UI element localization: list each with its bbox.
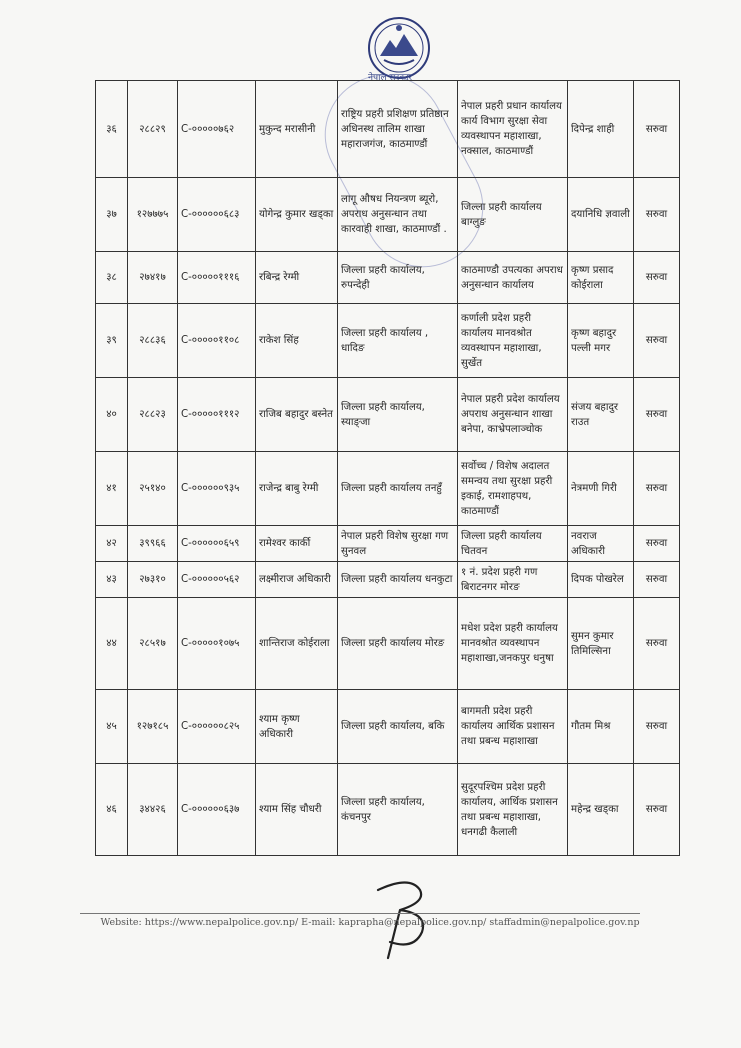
cell-name: मुकुन्द मरासीनी bbox=[256, 81, 338, 178]
signature bbox=[370, 870, 440, 960]
cell-officer: दयानिधि ज्ञवाली bbox=[568, 178, 634, 252]
cell-action: सरुवा bbox=[634, 178, 680, 252]
cell-name: राजिब बहादुर बस्नेत bbox=[256, 378, 338, 452]
cell-no: ३९९६६ bbox=[128, 526, 178, 562]
table-row bbox=[96, 304, 680, 378]
table-row bbox=[96, 764, 680, 856]
cell-from: जिल्ला प्रहरी कार्यालय धनकुटा bbox=[338, 562, 458, 598]
cell-no: १२७७७५ bbox=[128, 178, 178, 252]
cell-sn: ३९ bbox=[96, 304, 128, 378]
cell-sn: ४१ bbox=[96, 452, 128, 526]
cell-sn: ३८ bbox=[96, 252, 128, 304]
cell-no: २८८३६ bbox=[128, 304, 178, 378]
cell-from: जिल्ला प्रहरी कार्यालय , धादिङ bbox=[338, 304, 458, 378]
cell-id: C-०००००१११६ bbox=[178, 252, 256, 304]
cell-action: सरुवा bbox=[634, 81, 680, 178]
cell-no: २८८२३ bbox=[128, 378, 178, 452]
cell-officer: संजय बहादुर राउत bbox=[568, 378, 634, 452]
cell-id: C-०००००११०८ bbox=[178, 304, 256, 378]
cell-action: सरुवा bbox=[634, 690, 680, 764]
table-row bbox=[96, 598, 680, 690]
cell-name: लक्ष्मीराज अधिकारी bbox=[256, 562, 338, 598]
cell-officer: सुमन कुमार तिमिल्सिना bbox=[568, 598, 634, 690]
cell-from: जिल्ला प्रहरी कार्यालय, कंचनपुर bbox=[338, 764, 458, 856]
cell-to: सुदूरपश्चिम प्रदेश प्रहरी कार्यालय, आर्थिक प्रशासन तथा प्रबन्ध महाशाखा, धनगढी कैलाली bbox=[458, 764, 568, 856]
cell-name: राकेश सिंह bbox=[256, 304, 338, 378]
cell-to: बागमती प्रदेश प्रहरी कार्यालय आर्थिक प्रशासन तथा प्रबन्ध महाशाखा bbox=[458, 690, 568, 764]
cell-to: सर्वोच्च / विशेष अदालत समन्वय तथा सुरक्षा प्रहरी इकाई, रामशाहपथ, काठमाण्डौं bbox=[458, 452, 568, 526]
cell-action: सरुवा bbox=[634, 526, 680, 562]
cell-id: C-०००००१०७५ bbox=[178, 598, 256, 690]
cell-officer: महेन्द्र खड्का bbox=[568, 764, 634, 856]
table-row bbox=[96, 562, 680, 598]
cell-from: जिल्ला प्रहरी कार्यालय, रुपन्देही bbox=[338, 252, 458, 304]
footer-contact: Website: https://www.nepalpolice.gov.np/ E-mail: kaprapha@nepalpolice.gov.np/ staffadmin@nepalpolice.gov.np bbox=[100, 917, 640, 928]
table-row bbox=[96, 252, 680, 304]
cell-action: सरुवा bbox=[634, 764, 680, 856]
table-row bbox=[96, 690, 680, 764]
cell-officer: कृष्ण बहादुर पल्ली मगर bbox=[568, 304, 634, 378]
cell-to: नेपाल प्रहरी प्रधान कार्यालय कार्य विभाग सुरक्षा सेवा व्यवस्थापन महाशाखा, नक्साल, काठमाण्डौं bbox=[458, 81, 568, 178]
cell-from: नेपाल प्रहरी विशेष सुरक्षा गण सुनवल bbox=[338, 526, 458, 562]
cell-action: सरुवा bbox=[634, 452, 680, 526]
cell-sn: ४६ bbox=[96, 764, 128, 856]
cell-to: कर्णाली प्रदेश प्रहरी कार्यालय मानवश्रोत व्यवस्थापन महाशाखा, सुर्खेत bbox=[458, 304, 568, 378]
cell-to: जिल्ला प्रहरी कार्यालय बाग्लुङ bbox=[458, 178, 568, 252]
cell-name: श्याम कृष्ण अधिकारी bbox=[256, 690, 338, 764]
cell-from: राष्ट्रिय प्रहरी प्रशिक्षण प्रतिष्ठान अधिनस्थ तालिम शाखा महाराजगंज, काठमाण्डौं bbox=[338, 81, 458, 178]
cell-name: शान्तिराज कोईराला bbox=[256, 598, 338, 690]
cell-id: C-००००००६३७ bbox=[178, 764, 256, 856]
cell-id: C-००००००९३५ bbox=[178, 452, 256, 526]
cell-action: सरुवा bbox=[634, 252, 680, 304]
cell-officer: गौतम मिश्र bbox=[568, 690, 634, 764]
cell-officer: नेत्रमणी गिरी bbox=[568, 452, 634, 526]
cell-action: सरुवा bbox=[634, 598, 680, 690]
cell-action: सरुवा bbox=[634, 378, 680, 452]
cell-sn: ४४ bbox=[96, 598, 128, 690]
cell-sn: ४५ bbox=[96, 690, 128, 764]
cell-sn: ३६ bbox=[96, 81, 128, 178]
cell-sn: ३७ bbox=[96, 178, 128, 252]
cell-officer: दिपक पोखरेल bbox=[568, 562, 634, 598]
cell-from: जिल्ला प्रहरी कार्यालय, बकि bbox=[338, 690, 458, 764]
cell-from: जिल्ला प्रहरी कार्यालय, स्याङ्जा bbox=[338, 378, 458, 452]
cell-to: जिल्ला प्रहरी कार्यालय चितवन bbox=[458, 526, 568, 562]
emblem-caption: नेपाल सरकार bbox=[368, 73, 413, 83]
cell-no: २८५१७ bbox=[128, 598, 178, 690]
cell-action: सरुवा bbox=[634, 304, 680, 378]
cell-no: ३४४२६ bbox=[128, 764, 178, 856]
cell-to: नेपाल प्रहरी प्रदेश कार्यालय अपराध अनुसन्धान शाखा बनेपा, काभ्रेपलाञ्चोक bbox=[458, 378, 568, 452]
table-row bbox=[96, 81, 680, 178]
cell-from: जिल्ला प्रहरी कार्यालय मोरङ bbox=[338, 598, 458, 690]
cell-to: काठमाण्डौ उपत्यका अपराध अनुसन्धान कार्यालय bbox=[458, 252, 568, 304]
cell-sn: ४२ bbox=[96, 526, 128, 562]
cell-action: सरुवा bbox=[634, 562, 680, 598]
cell-sn: ४३ bbox=[96, 562, 128, 598]
table-row bbox=[96, 178, 680, 252]
cell-officer: नवराज अधिकारी bbox=[568, 526, 634, 562]
cell-officer: कृष्ण प्रसाद कोईराला bbox=[568, 252, 634, 304]
cell-id: C-००००००६५९ bbox=[178, 526, 256, 562]
cell-no: २७४१७ bbox=[128, 252, 178, 304]
cell-no: २७३१० bbox=[128, 562, 178, 598]
table-row bbox=[96, 526, 680, 562]
cell-name: रबिन्द्र रेग्मी bbox=[256, 252, 338, 304]
cell-name: रामेश्वर कार्की bbox=[256, 526, 338, 562]
table-row bbox=[96, 452, 680, 526]
cell-id: C-०००००७६२ bbox=[178, 81, 256, 178]
cell-from: जिल्ला प्रहरी कार्यालय तनहुँ bbox=[338, 452, 458, 526]
cell-id: C-०००००१११२ bbox=[178, 378, 256, 452]
cell-no: २५१४० bbox=[128, 452, 178, 526]
cell-no: २८८२९ bbox=[128, 81, 178, 178]
table-row bbox=[96, 378, 680, 452]
cell-no: १२७१८५ bbox=[128, 690, 178, 764]
cell-officer: दिपेन्द्र शाही bbox=[568, 81, 634, 178]
cell-to: मधेश प्रदेश प्रहरी कार्यालय मानवश्रोत व्यवस्थापन महाशाखा,जनकपुर धनुषा bbox=[458, 598, 568, 690]
cell-name: योगेन्द्र कुमार खड्का bbox=[256, 178, 338, 252]
cell-id: C-००००००८२५ bbox=[178, 690, 256, 764]
cell-from: लागू औषध नियन्त्रण ब्यूरो, अपराध अनुसन्धान तथा कारवाही शाखा, काठमाण्डौं . bbox=[338, 178, 458, 252]
transfer-table bbox=[95, 80, 680, 856]
cell-id: C-००००००५६२ bbox=[178, 562, 256, 598]
cell-name: श्याम सिंह चौधरी bbox=[256, 764, 338, 856]
cell-sn: ४० bbox=[96, 378, 128, 452]
cell-to: १ नं. प्रदेश प्रहरी गण बिराटनगर मोरङ bbox=[458, 562, 568, 598]
footer-divider bbox=[80, 913, 640, 914]
cell-name: राजेन्द्र बाबु रेग्मी bbox=[256, 452, 338, 526]
cell-id: C-००००००६८३ bbox=[178, 178, 256, 252]
